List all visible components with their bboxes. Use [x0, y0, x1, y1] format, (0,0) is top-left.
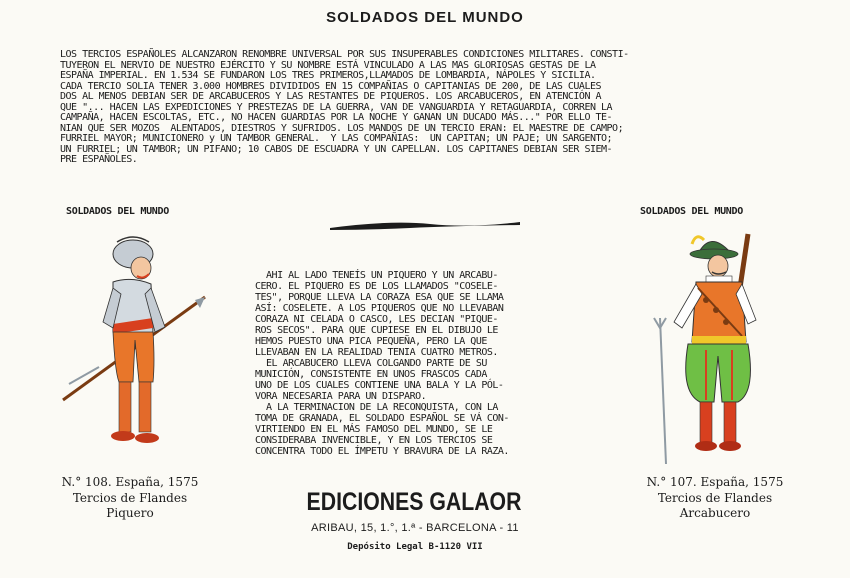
text-line: LOS TERCIOS ESPAÑOLES ALCANZARON RENOMBRE UNIVERSAL POR SUS INSUPERABLES CONDICIONES MILITARES. CONSTI-	[60, 49, 629, 60]
text-line: VIRTIENDO EN EL MÁS FAMOSO DEL MUNDO, SE LE	[255, 424, 493, 435]
text-line: LLEVABAN EN LA REALIDAD TENIA CUATRO METROS.	[255, 347, 498, 358]
text-line: UNO DE LOS CUALES CONTIENE UNA BALA Y LA PÓL-	[255, 380, 504, 391]
text-line: TOMA DE GRANADA, EL SOLDADO ESPAÑOL SE VÁ CON-	[255, 413, 509, 424]
intro-paragraph	[60, 50, 790, 166]
text-line: HEMOS PUESTO UNA PICA PEQUEÑA, PERO LA QUE	[255, 336, 487, 347]
text-line: NIAN QUE SER MOZOS ALENTADOS, DIESTROS Y SUFRIDOS. LOS MANDOS DE UN TERCIO ERAN: EL MAESTRE DE CAMPO;	[60, 122, 624, 134]
text-line: FURRIEL MAYOR; MUNICIONERO y UN TAMBOR GENERAL. Y LAS COMPAÑIAS: UN CAPITAN; UN PAJE; UN SARGENTO;	[60, 133, 613, 144]
text-line: ASÍ: COSELETE. A LOS PIQUEROS QUE NO LLEVABAN	[255, 303, 504, 314]
figure-unit: Tercios de Flandes	[657, 490, 773, 505]
text-line: EL ARCABUCERO LLEVA COLGANDO PARTE DE SU	[255, 358, 487, 369]
pikeman-illustration-icon	[55, 232, 215, 462]
right-series-heading: SOLDADOS DEL MUNDO	[640, 206, 743, 217]
text-line: CONSIDERABA INVENCIBLE, Y EN LOS TERCIOS SE	[255, 435, 493, 446]
text-line: DOS AL MENOS DEBIAN SER DE ARCABUCEROS Y LAS RESTANTES DE PIQUEROS. LOS ARCABUCEROS, EN ATENCIÓN A	[60, 91, 602, 102]
text-line: CERO. EL PIQUERO ES DE LOS LLAMADOS "COSELE-	[255, 281, 498, 292]
text-line: TUYERON EL NERVIO DE NUESTRO EJÉRCITO Y SU NOMBRE ESTÁ VINCULADO A LAS MAS GLORIOSAS GESTAS DE LA	[60, 59, 596, 71]
legal-deposit: Depósito Legal B-1120 VII	[347, 542, 483, 552]
text-line: ESPAÑA IMPERIAL. EN 1.534 SE FUNDARON LOS TRES PRIMEROS,LLAMADOS DE LOMBARDIA, NÁPOLES Y SICILIA.	[60, 70, 596, 81]
figure-number: N.° 107. España, 1575	[646, 475, 784, 489]
description-paragraph	[255, 270, 595, 457]
text-line: ROS SECOS". PARA QUE CUPIESE EN EL DIBUJO LE	[255, 325, 498, 336]
figure-number: N.° 108. España, 1575	[61, 475, 199, 489]
text-line: TES", PORQUE LLEVA LA CORAZA ESA QUE SE LLAMA	[255, 292, 504, 303]
text-line: UN FURRIEL; UN TAMBOR; UN PIFANO; 10 CABOS DE ESCUADRA Y UN CAPELLAN. LOS CAPITANES DEBIAN SER SIEM-	[60, 143, 613, 155]
left-series-heading: SOLDADOS DEL MUNDO	[66, 206, 169, 217]
text-line: CORAZA NI CELADA O CASCO, LES DECIAN "PIQUE-	[255, 314, 498, 325]
figure-type: Arcabucero	[679, 506, 751, 520]
figure-unit: Tercios de Flandes	[72, 490, 188, 505]
text-line: VORA NECESARIA PARA UN DISPARO.	[255, 391, 427, 402]
text-line: MUNICIÓN, CONSISTENTE EN UNOS FRASCOS CADA	[255, 369, 487, 380]
text-line: CONCENTRA TODO EL ÍMPETU Y BRAVURA DE LA RAZA.	[255, 446, 509, 457]
figure-type: Piquero	[106, 506, 154, 520]
text-line: A LA TERMINACION DE LA RECONQUISTA, CON LA	[255, 402, 498, 413]
publisher-address: ARIBAU, 15, 1.°, 1.ª - BARCELONA - 11	[311, 522, 519, 534]
text-line: CAMPAÑA, HACEN ESCOLTAS, ETC., NO HACEN GUARDIAS POR LA NOCHE Y GANAN UN DUCADO MÁS..." POR ELLO TE-	[60, 112, 613, 123]
text-line: CADA TERCIO SOLIA TENER 3.000 HOMBRES DIVIDIDOS EN 15 COMPAÑIAS O CAPITANIAS DE 200, DE LAS CUALES	[60, 80, 602, 92]
text-line: QUE "... HACEN LAS EXPEDICIONES Y PRESTEZAS DE LA GUERRA, VAN DE VANGUARDIA Y RETAGUARDIA, CORREN LA	[60, 101, 613, 113]
page-title: SOLDADOS DEL MUNDO	[326, 9, 524, 26]
text-line: PRE ESPAÑOLES.	[60, 154, 138, 165]
publisher-name: EDICIONES GALAOR	[306, 488, 522, 516]
arquebusier-illustration-icon	[648, 232, 778, 472]
text-line: AHI AL LADO TENEÍS UN PIQUERO Y UN ARCABU-	[255, 270, 498, 281]
brush-stroke-divider-icon	[330, 216, 520, 236]
